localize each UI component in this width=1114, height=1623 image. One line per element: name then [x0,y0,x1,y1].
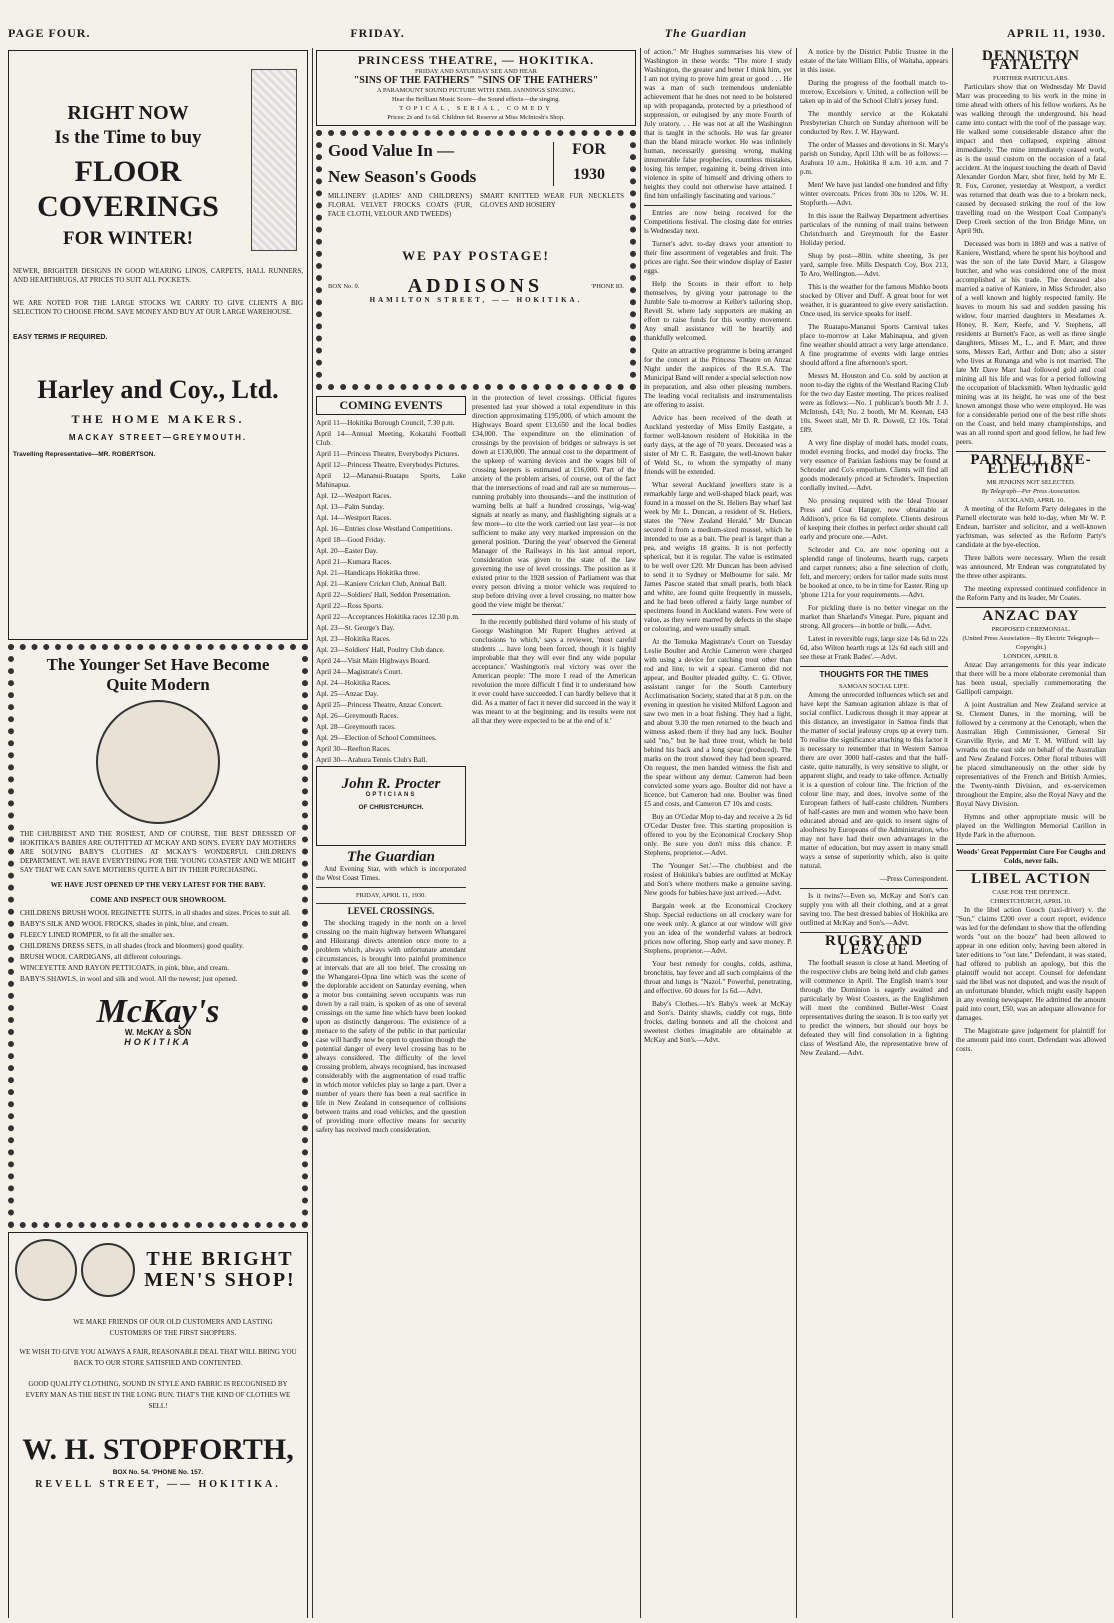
product-list [20,909,296,984]
ad-headline-2: MEN'S SHOP! [144,1269,296,1291]
news-item: Turner's advt. to-day draws your attention to their fine assortment of vegetables and fruit. The prices are right. See their window display of Easter eggs. [644,240,792,275]
parnell-text: A meeting of the Reform Party delegates in the Parnell electorate was held to-day, when Mr W. P. Endean, barrister and solicitor, and a well-known yachtsman, was selected as the Reform Party's candidate at the bye-election. [956,505,1106,549]
ad-headline-4: COVERINGS [37,190,219,224]
event-item: Apl. 28—Greymouth races. [316,722,396,731]
logo-sub: W. McKAY & SON [124,1028,192,1038]
anzac-text-2: A joint Australian and New Zealand service at St. Clement Danes, in the morning, will be followed by a ceremony at the Cenotaph, when the Australian High Commissioner, General Sir Granville Ryrie, and Mr T. M. Wilford will lay wreaths on the east side on behalf of the Australian and New Zealand Forces. Other floral tributes will be placed simultaneously on the other side by representatives of the French and British Armies, the Twenty-ninth Division, and ex-servicemen throughout the Empire, also the Royal Navy and the Royal Navy Division. [956,701,1106,808]
event-item: April 21—Kumara Races. [316,557,392,566]
procter-opticians: OPTICIANS [365,792,417,799]
ad-opened: WE HAVE JUST OPENED UP THE VERY LATEST FOR THE BABY. [50,880,266,889]
event-item: Apl. 23—St. George's Day. [316,623,395,632]
event-item: April 14—Annual Meeting, Kokatahi Football Club. [316,429,466,447]
firm-rep: Travelling Representative—MR. ROBERTSON. [13,451,156,459]
ad-princess-theatre [316,50,636,126]
thoughts-sign: —Press Correspondent. [879,875,948,883]
ad-body-1: WE MAKE FRIENDS OF OUR OLD CUSTOMERS AND LASTING CUSTOMERS OF THE FIRST SHOPPERS. [73,1318,273,1337]
product-item: CHILDRENS DRESS SETS, in all shades (frock and bloomers) good quality. [20,941,244,950]
theatre-line-4: Hear the Brilliant Music Score—the Sound effects—the singing. [391,96,561,104]
logo-town: HOKITIKA [124,1036,192,1047]
ad-headline-2: Quite Modern [106,674,210,694]
product-item: BRUSH WOOL CARDIGANS, all different colourings. [20,952,182,961]
level-crossings-text: in the protection of level crossings. Official figures presented last year showed a total expenditure in this direction approximating £195,000, of which amount the Highways Board spent £13,650 and the local bodies £34,000. The expenditure on the elimination of crossings by the provision of bridges or subways is set down at £130,000. The annual cost to the department of the upkeep of warning devices and the wages bill of crossing keepers is estimated at £16,000. Part of the anxiety of the problem arises, of course, out of the fact that the intersections of road and rail are so numerous—running probably into thousands—and the institution of warning bells at half a hundred crossings, 'wig-wag' signals at nearly as many, and flashlighting signals at a few more—to cite the work carried out last year—is not sufficient to make any very marked impression on the general position. 'During the year' observed the General Manager of the Railways in his last annual report, 'consideration was given to the state of the law governing the use of level crossings. The position as it existed prior to the 1928 session of Parliament was that every person driving a motor vehicle was required to stop before driving over a level crossing, no matter how good the view might be thereat.' [472,394,636,610]
parnell-text-2: Three ballots were necessary. When the result was announced, Mr Endean was congratulated by the three other aspirants. [956,554,1106,580]
editorial-title: LEVEL CROSSINGS. [347,906,435,917]
column-rule [312,48,313,1618]
man-face-illustration [15,1239,77,1301]
editorial-masthead: The Guardian [347,848,435,865]
event-item: Apl. 24—Hokitika Races. [316,678,391,687]
event-item: April 12—Mananui-Ruatapu Sports, Lake Mahinapua. [316,471,466,489]
event-item: Apl. 12—Westport Races. [316,491,392,500]
news-item: A very fine display of model hats, model coats, model evening frocks, and model day frocks. The very essence of Parisian fashions may be found at Schroder and Co's emporium. Clients will find all goods moderately priced at Schroder's. Inspection cordially invited.—Advt. [800,439,948,492]
addisons-head [328,142,624,186]
parnell-tel: By Telegraph—Per Press Association. [981,488,1081,495]
page-header [8,26,1106,42]
year-label: 1930 [573,165,605,183]
anzac-text-3: Hymns and other appropriate music will be played on the Wellington Memorial Carillon in Hyde Park in the afternoon. [956,813,1106,839]
column-rule [640,48,641,1618]
postage-notice: WE PAY POSTAGE! [402,247,550,263]
firm-address: MACKAY STREET—GREYMOUTH. [68,432,248,442]
terms-row [13,333,303,342]
woods-advert: Woods' Great Peppermint Cure For Coughs and Colds, never fails. [956,848,1106,865]
divider [316,887,466,888]
anzac-title: ANZAC DAY [982,608,1080,624]
event-item: April 18—Good Friday. [316,535,386,544]
news-item: During the progress of the football match to-morrow, Excelsiors v. United, a collection will be taken up in aid of the School Club's jersey fund. [800,79,948,105]
editorial-text: The shocking tragedy in the north on a level crossing on the main highway between Whangarei and Hikurangi directs attention once more to a problem which, always with unfortunate attendant circumstances, is brought into painful prominence at intervals that are all too brief. The crossing on the Whangarei-Opua line which was the scene of the deplorable accident on Saturday evening, when a motor bus containing seven occupants was run down by a rail train, is spoken of as one of several crossings on the same line which have been looked upon as distinctly dangerous. The existence of a menace to the safety of the public in that particular case will hardly now be open to question though the potential danger of every level crossing has to be always considered. The difficulty of the level crossing problem, always recognised, has increased considerably with the augmentation of road traffic in which motor vehicles play so large a part. Over a number of years there has been a real sacrifice in life in New Zealand in consequence of collisions between trains and road vehicles, and the question of providing more effective means for security safety has received much consideration. [316,919,466,1135]
event-item: April 24—Visit Main Highways Board. [316,656,430,665]
event-item: Apl. 20—Easter Day. [316,546,378,555]
issue-day: FRIDAY. [350,26,405,40]
news-item: Your best remedy for coughs, colds, asthma, bronchitis, hay fever and all such complaints of the throat and lungs is "Nazol." Powerful, penetrating, and effective. 60 doses for 1s 6d.—Advt. [644,960,792,995]
ad-body: THE CHUBBIEST AND THE ROSIEST, AND OF COURSE, THE BEST DRESSED OF HOKITIKA'S BABIES ARE OUTFITTED AT MCKAY AND SON'S. EVERY DAY MOTHERS ARE SOLVING BABY'S CLOTHES AT MCKAY'S WONDERFUL CHILDREN'S DEPARTMENT. WE HAVE EVERYTHING FOR THE 'YOUNG COASTER' AND WE MIGHT SAY THAT WE CAN SAVE MOTHERS QUITE A BIT IN THEIR PURCHASING. [20,829,296,874]
rugby-text: The football season is close at hand. Meeting of the respective clubs are being held and club games will commence in April. The English team's tour through the Dominion is eagerly awaited and particularly by West Coasters, as the Englishmen will meet the combined Buller-West Coast representatives during the season. It is too early yet to predict the winners, but should our boys be defeated they will find consolation in a fighting class of Westland Ale, the representative brew of New Zealand.—Advt. [800,959,948,1057]
ad-headline-1: THE BRIGHT [146,1248,294,1270]
thoughts-title: THOUGHTS FOR THE TIMES [819,670,929,679]
procter-name: John R. Procter [341,775,441,792]
ad-stopforth-mens-shop [8,1232,308,1618]
firm-box: BOX No. 54. 'PHONE No. 157. [112,1468,204,1476]
column-1 [8,48,308,1618]
ad-head-row [13,1237,303,1303]
parnell-dateline: AUCKLAND, APRIL 10. [997,497,1065,504]
news-item: In this issue the Railway Department advertises particulars of the running of mail trains between Christchurch and Greymouth for the Easter Holiday period. [800,212,948,247]
man-face-illustration-2 [81,1243,135,1297]
news-item: A notice by the District Public Trustee in the estate of the late William Ellis, of Waitaha, appears in this issue. [800,48,948,74]
denniston-text-2: Deceased was born in 1869 and was a native of Kaniere, Westland, where he spent his boyhood and was the son of the late David Marr, a Glasgow butcher, and who was considered one of the most accomplished at his trade. The deceased also married a native of Kaniere, in Miss Schroder, also of a well known and highly respected family. He leaves to mourn his sad and sudden passing his widow, four married daughters in Mesdames A. Honey, R. Kerr, Keefe, and V. Stephens, all residents at Burnett's Face, as well as three single daughters, Misses M., L., and F. Marr, and three sons, Messrs Earl, Arthur and Don; also a sister who lives at Runanga and who is not married. The late Mr Dave Marr had followed gold and coal mining all his life and was for a period following the occupation of blacksmith. When hydraulic gold mining was at its height, he was one of the best known amongst those who were employed. He was for a considerable period one of the best rifle shots on the Coast, and held many championships, and was an all round sport and good fellow, he had few peers. [956,240,1106,446]
anzac-tel: (United Press Association—By Electric Telegraph—Copyright.) [962,635,1100,651]
theatre-prices: Prices: 2s and 1s 6d. Children 6d. Reserve at Miss McIntosh's Shop. [387,114,565,122]
column-5 [956,48,1106,1618]
news-item: Help the Scouts in their effort to help themselves, by giving your patronage to the Jumble Sale to-morrow at Keller's tailoring shop, Revell St. where lady supporters are making an effort to raise funds for this worthy movement. Any small assistance will be heartily and thankfully welcomed. [644,280,792,342]
libel-text: In the libel action Gooch (taxi-driver) v. the "Sun," claims £200 over a court report, evidence was led for the defendant to show that the offending words "out on the booze" had been allowed to appear in one edition only, having been altered in later editions to "out late." Defendant, it was stated, had offered to publish an apology, but this the plaintiff would not accept. Counsel for defendant said the libel was not disputed, and was the result of an unfortunate blunder, which might easily happen in any evening newspaper. He admitted the amount paid into court, £50, was an adequate allowance for damages. [956,906,1106,1022]
divider [800,666,948,667]
product-item: WINCEYETTE AND RAYON PETTICOATS, in pink, blue, and cream. [20,963,229,972]
coming-events-title: COMING EVENTS [339,398,443,413]
issue-date: APRIL 11, 1930. [1006,26,1106,40]
event-item: April 22—Ross Sports. [316,601,384,610]
ad-addisons [316,130,636,390]
news-item: This is the weather for the famous Mishko boots stocked by Oliver and Duff. A great boot for wet weather, it is guaranteed to give every satisfaction. Once used, its service speaks for itself. [800,283,948,318]
news-item: Entries are now being received for the Competitions festival. The closing date for entries is Wednesday next. [644,209,792,235]
theatre-heading: PRINCESS THEATRE, — HOKITIKA. [357,53,595,67]
product-item: BABY'S SILK AND WOOL FROCKS, shades in pink, blue, and cream. [20,919,229,928]
news-item: The 'Younger Set.'—The chubbiest and the rosiest of Hokitika's babies are outfitted at McKay and Son's where mothers make a genuine saving. New goods for babies have just arrived.—Advt. [644,862,792,897]
divider [316,903,466,904]
ad-headline-2: Is the Time to buy [54,127,202,148]
thoughts-text: Among the unrecorded influences which set and have kept the Samoan agitation ablaze is that of social conflict. Ludicrous though it may appear at this distance, an investigator in Samoa finds that the matter of social jealousy crops up at every turn. To realise the significance attaching to this factor it is necessary to remember that in Western Samoa there are over 3000 half-castes and that the half-caste, quite naturally, is very sensitive to slight, or apparent slight, and ready to take offence. Actually it is a question of colour line. The friction of the colour line may, and does, involve some of the European fathers of half-caste children. Numbers of half-castes are men and women who have been educated abroad and are quick to resent signs of aloofness by Europeans of the Administration, who may not have had their own advantages in the matter of education, but may assert in many small ways a sense of superiority which, also is quite natural. [800,691,948,870]
firm-name: ADDISONS [407,275,544,298]
parnell-title: PARNELL BYE-ELECTION [970,452,1092,477]
news-item: The monthly service at the Kokatahi Presbyterian Church on Sunday afternoon will be conducted by Rev. J. W. Hayward. [800,110,948,136]
news-item: Advice has been received of the death at Auckland yesterday of Miss Emily Eastgate, a former well-known resident of Hokitika in the early days, at the age of 70 years. Deceased was a sister of Mr C. R. Eastgate, the well-known baker of Weld St., to whom the sympathy of many friends will be extended. [644,414,792,476]
editorial-sub: And Evening Star, with which is incorporated the West Coast Times. [316,865,466,883]
editorial-date: FRIDAY, APRIL 11, 1930. [356,892,426,900]
news-item: For pickling there is no better vinegar on the market than Sharland's Vinegar. Pure, piquant and strong. All grocers—in bottle or bulk.—Advt. [800,604,948,630]
news-item: No pressing required with the Ideal Trouser Press and Coat Hanger, now obtainable at Addison's, price 6s 6d complete. Clients desirous of keeping their clothes in perfect order should call early and procure one.—Advt. [800,497,948,541]
event-item: April 22—Soldiers' Hall, Seddon Presentation. [316,590,451,599]
anzac-text: Anzac Day arrangements for this year indicate that there will be a more elaborate ceremonial than has been usual, specially commemorating the Gallipoli campaign. [956,661,1106,696]
coming-events [316,394,466,1139]
event-item: April 11—Princess Theatre, Everybodys Pictures. [316,449,460,458]
divider [472,614,636,615]
parnell-sub: MR JENKINS NOT SELECTED. [986,479,1076,486]
column-rule [952,48,953,1618]
addisons-left-list: MILLINERY (LADIES' AND CHILDREN'S) FLORAL VELVET FROCKS COATS (FUR, FACE CLOTH, VELOUR AND TWEEDS) [328,191,472,218]
denniston-sub: FURTHER PARTICULARS. [993,75,1069,82]
news-item: What several Auckland jewellers state is a remarkably large and well-shaped black pearl, was found in a mussel on the St. Heliers Bay wharf last week by Mr L. Duncan, a resident of St. Heliers, states the "New Zealand Herald." Mr Duncan secured it from a medium-sized mussel, which he intended to use as a bait. The pearl is larger than a pea, and weighs 18 grains. It is not perfectly spherical, but it is regular. The value is estimated to be well over £20. Mr Duncan has been advised to send it to Sydney or Melbourne for sale. Mr James Pascoe stated that small pearls, both black and white, are found quite frequently in mussels, and he had been offered a fairly large number of specimens found in Auckland waters. Few were of value, as they were marred by defects in the shape or colouring, and were usually small. [644,481,792,633]
news-item: Bargain week at the Economical Crockery Shop. Special reductions on all crockery ware for one week only. A glance at our window will give you an idea of the wonderful values at bedrock prices now offering. Shop early and save money. P. Stephens, proprietor.—Advt. [644,902,792,955]
washington-cont: of action." Mr Hughes summarises his view of Washington in these words: "The more I study Washington, the greater and better I think him, yet I am not trying to prove him great or good . . . He was a man of such tremendous undeniable achievement that he does not need to be bolstered up with propaganda, protected by a priesthood of suppression, or eulogised by any more Fourth of July oratory. . . He was not at all the Washington that is taught in the schools. He was far greater than the bland miracle worker. He was infinitely human, necessarily guessing wrong, making innumerable false prophecies, countless mistakes, losing his temper, regaining it, being driven into violence in spite of himself and driving others to heights they could not otherwise have attained. I find him unfailingly fascinating and various." [644,48,792,200]
divider [956,844,1106,845]
event-item: Apl. 21—Handicaps Hokitika three. [316,568,420,577]
event-item: April 30—Reefton Races. [316,744,391,753]
for-label: FOR [572,141,606,159]
addisons-right-list: SMART KNITTED WEAR FUR NECKLETS GLOVES AND HOSIERY [480,191,624,209]
news-item: Is it twins?—Even so, McKay and Son's can supply you with all their clothing, and at a great saving too. The best dressed babies of Hokitika are outfitted at McKay and Son's.—Advt. [800,892,948,927]
libel-sub: CASE FOR THE DEFENCE. [992,889,1070,896]
ad-headline-5: FOR WINTER! [62,227,194,249]
event-item: Apl. 13—Palm Sunday. [316,502,385,511]
phone-number: 'PHONE 83. [591,283,624,291]
masthead-title: The Guardian [664,26,748,40]
divider [800,888,948,889]
page-number: PAGE FOUR. [8,26,91,40]
carpet-illustration [251,69,297,251]
ad-body-2: WE WISH TO GIVE YOU ALWAYS A FAIR, REASONABLE DEAL THAT WILL BRING YOU BACK TO OUR STORE SATISFIED AND CONTENTED. [19,1348,297,1367]
new-season-line: New Season's Goods [328,166,477,186]
news-item: At the Temuka Magistrate's Court on Tuesday Leslie Boulter and Archie Cameron were charged with using a device for catching trout other than rod and line, to wit a spear. Cameron did not appear, and Boulter pleaded guilty. C. G. Oliver, assistant ranger for the South Canterbury Acclimatisation Society, stated that at 8 p.m. on the evening in question he visited Milford Lagoon and saw two men in a boat fishing. They had a light, and about 9.30 the men returned to the beach and witness asked them if they had any luck. Boulter said "no," but he had three trout, which he held behind his back and a long spear (produced). The marks on the trout showed they had been speared. On request, the men handed witness the fish and the spear without any demur. Cameron had been convicted some years ago. Boulter did not have a licence, but Cameron had one. Boulter was fined £5 and costs, and Cameron £7 10s and costs. [644,638,792,808]
news-item: Baby's Clothes.—It's Baby's week at McKay and Son's. Dainty shawls, cuddly cot rugs, little frocks, darling bonnets and all the choicest and sweetest clothes imaginable are obtainable at McKay and Son's.—Advt. [644,1000,792,1044]
events-list [316,419,466,764]
event-item: April 30—Arahura Tennis Club's Ball. [316,755,428,764]
product-item: CHILDRENS BRUSH WOOL REGINETTE SUITS, in all shades and sizes. Prices to suit all. [20,908,291,917]
ad-headline-3: FLOOR [74,154,182,188]
event-item: April 11—Hokitika Borough Council, 7.30 p.m. [316,418,455,427]
event-item: April 25—Princess Theatre, Anzac Concert. [316,700,443,709]
event-item: April 12—Princess Theatre, Everybodys Pictures. [316,460,460,469]
box-number: BOX No. 9. [328,283,360,291]
anzac-dateline: LONDON, APRIL 8. [1003,653,1059,660]
addisons-firm-row [328,276,624,297]
ad-headline-1: RIGHT NOW [67,102,189,124]
event-item: Apl. 29—Election of School Committees. [316,733,437,742]
news-item: The order of Masses and devotions in St. Mary's parish on Sunday, April 13th will be as follows:—Arahura 10 a.m., Hokitika 8 a.m. 10 a.m. and 7 p.m. [800,141,948,176]
ad-procter-opticians [316,766,466,846]
theatre-line-3: A PARAMOUNT SOUND PICTURE WITH EMIL JANNINGS SINGING. [376,87,576,95]
denniston-text: Particulars show that on Wednesday Mr David Marr was proceeding to his work in the mine in time ahead with others of his fellow workers. As he was walking through the underground, his head came into contact with the roof of the passage way. He walked some considerable distance after the impact and then collapsed, expiring almost immediately. The mine immediately ceased work, as is the usual custom on the occasion of a fatal accident. At the inquest touching the death of David Alexander Gordon Marr, shot firer, held by Mr E. R. Fox, Coroner, yesterday at Westport, a verdict was returned that death was due to a broken neck, caused by deceased striking the roof of the low travelling road on the Westport Coal Company's Deep Creek section of the Iron Bridge Mine, on April 9th. [956,83,1106,235]
anzac-sub: PROPOSED CEREMONIAL. [991,626,1071,633]
firm-address: HAMILTON STREET, —— HOKITIKA. [369,296,583,305]
event-item: Apl. 21—Kaniere Cricket Club, Annual Ball. [316,579,447,588]
ad-mckay-younger-set [8,644,308,1228]
news-item: Shop by post—80in. white sheeting, 3s per yard, sample free. Mills Despatch Coy, Box 213, Te Aro, Wellington.—Advt. [800,252,948,278]
procter-city: OF CHRISTCHURCH. [358,803,424,811]
parnell-text-3: The meeting expressed continued confidence in the Reform Party and its leader, Mr Coates. [956,585,1106,602]
firm-tagline: THE HOME MAKERS. [71,412,245,427]
news-item: Men! We have just landed one hundred and fifty winter overcoats. Prices from 30s to 120s. W. H. Stopforth.—Advt. [800,181,948,207]
column-rule [796,48,797,1618]
news-item: Schroder and Co. are now opening out a splendid range of linoleums, hearth rugs, carpets and carpet runners; also a fine selection of cloth, felt, and mercery; orders for tailor made suits must be booked at once, to be in time for Easter. Ring up 'phone 121a for your requirements.—Advt. [800,546,948,599]
firm-name: W. H. STOPFORTH, [22,1433,294,1466]
firm-name: Harley and Coy., Ltd. [37,374,279,404]
event-item: Apl. 16—Entries close Westland Competitions. [316,524,453,533]
event-item: Apl. 26—Greymouth Races. [316,711,399,720]
denniston-title: DENNISTON FATALITY [982,48,1080,73]
event-item: Apl. 23—Hokitika Races. [316,634,391,643]
news-item: The Ruatapu-Mananui Sports Carnival takes place to-morrow at Lake Mahinapua, and given fine weather should attract a very large attendance. A fine programme of events with large entries should afford a fine afternoon's sport. [800,323,948,367]
ad-harley-floor-coverings [8,50,308,640]
washington-text: In the recently published third volume of his study of George Washington Mr Rupert Hughes arrived at conclusions 'to which,' says a reviewer, 'most careful students ... have long been forced, though it is highly improbable that they will ever find any wide popular acceptance.' Washington's real victory was over the American people: 'The more I read of the American revolution the more difficult I find it to understand how it ever could have succeeded. I can hardly believe that it did. As a matter of fact it never did succeed in the way it was meant to at the beginning; and its results were not all that they were expected to be at the end of it.' [472,618,636,726]
theatre-line-5: TOPICAL, SERIAL, COMEDY [399,105,553,113]
news-item: Messrs M. Houston and Co. sold by auction at noon to-day the rights of the Westland Racing Club for the two day Easter meeting. The prices realised were as follows:—No. 1 publican's booth Mr J. J. McIntosh, £43; No. 2 booth, Mr M. Keenan, £43 10s. Sweet stall, Mr D. R. Dowell, £2 10s. Total £89. [800,372,948,434]
mckays-logo: McKay's [96,992,220,1030]
libel-title: LIBEL ACTION [971,871,1091,887]
event-item: Apl. 14—Westport Races. [316,513,392,522]
news-item: Latest in reversible rugs, large size 14s 6d to 22s 6d, also Wilton hearth rugs at 12s 6d each still and see these at Frank Bades'.—Advt. [800,635,948,661]
news-item: Buy an O'Cedar Mop to-day and receive a 2s 6d O'Cedar Duster free. This starting proposition is offered to you by the Economical Crockery Shop only. Be sure you don't miss this chance. P. Stephens, proprietor.—Advt. [644,813,792,857]
addisons-lines [328,192,624,219]
column-4 [800,48,948,1618]
coming-events-section [316,394,636,1139]
news-item: Quite an attractive programme is being arranged for the concert at the Princess Theatre on Anzac Night under the auspices of the R.S.A. The Municipal Band will render a special selection now in preparation, and also other pleasing numbers. The leading vocal recitalists and instrumentalists are offering to assist. [644,347,792,409]
ad-headline-1: The Younger Set Have Become [46,655,270,674]
theatre-film: "SINS OF THE FATHERS" "SINS OF THE FATHERS" [353,74,599,86]
product-item: FLEECY LINED ROMPER, to fit all the smaller sex. [20,930,175,939]
libel-text-2: The Magistrate gave judgement for plaintiff for the amount paid into court. Defendant was allowed costs. [956,1027,1106,1053]
event-item: Apl. 23—Soldiers' Hall, Poultry Club dance. [316,645,445,654]
terms-text: EASY TERMS IF REQUIRED. [13,333,108,341]
divider [644,205,792,206]
theatre-line-1: FRIDAY AND SATURDAY SEE AND HEAR [414,67,537,75]
ad-body-3: GOOD QUALITY CLOTHING, SOUND IN STYLE AND FABRIC IS RECOGNISED BY EVERY MAN AS THE BEST IN THE LONG RUN. THAT'S THE KIND OF CLOTHES WE SELL! [25,1380,291,1410]
event-item: Apl. 25—Anzac Day. [316,689,379,698]
baby-illustration [96,700,220,824]
event-item: April 24—Magistrate's Court. [316,667,403,676]
level-crossings-cont [472,394,636,1139]
thoughts-sub: SAMOAN SOCIAL LIFE. [839,683,909,690]
column-2 [316,48,636,1618]
good-value-line: Good Value In — [328,141,455,161]
ad-body-2: WE ARE NOTED FOR THE LARGE STOCKS WE CARRY TO GIVE CLIENTS A BIG SELECTION TO CHOOSE FROM. SAVE MONEY AND BUY AT OUR LARGE WAREHOUSE. [13,298,303,316]
ad-come: COME AND INSPECT OUR SHOWROOM. [90,895,226,904]
product-item: BABY'S SHAWLS, in wool and silk and wool. All the newest; just opened. [20,974,238,983]
rugby-title: RUGBY AND LEAGUE [824,933,924,958]
ad-body: NEWER, BRIGHTER DESIGNS IN GOOD WEARING LINOS, CARPETS, HALL RUNNERS, AND HEARTHRUGS, AT PRICES TO SUIT ALL POCKETS. [13,266,303,284]
libel-dateline: CHRISTCHURCH, APRIL 10. [990,898,1072,905]
firm-address: REVELL STREET, —— HOKITIKA. [35,1479,281,1491]
column-3 [644,48,792,1618]
event-item: April 22—Acceptances Hokitika races 12.30 p.m. [316,612,460,621]
